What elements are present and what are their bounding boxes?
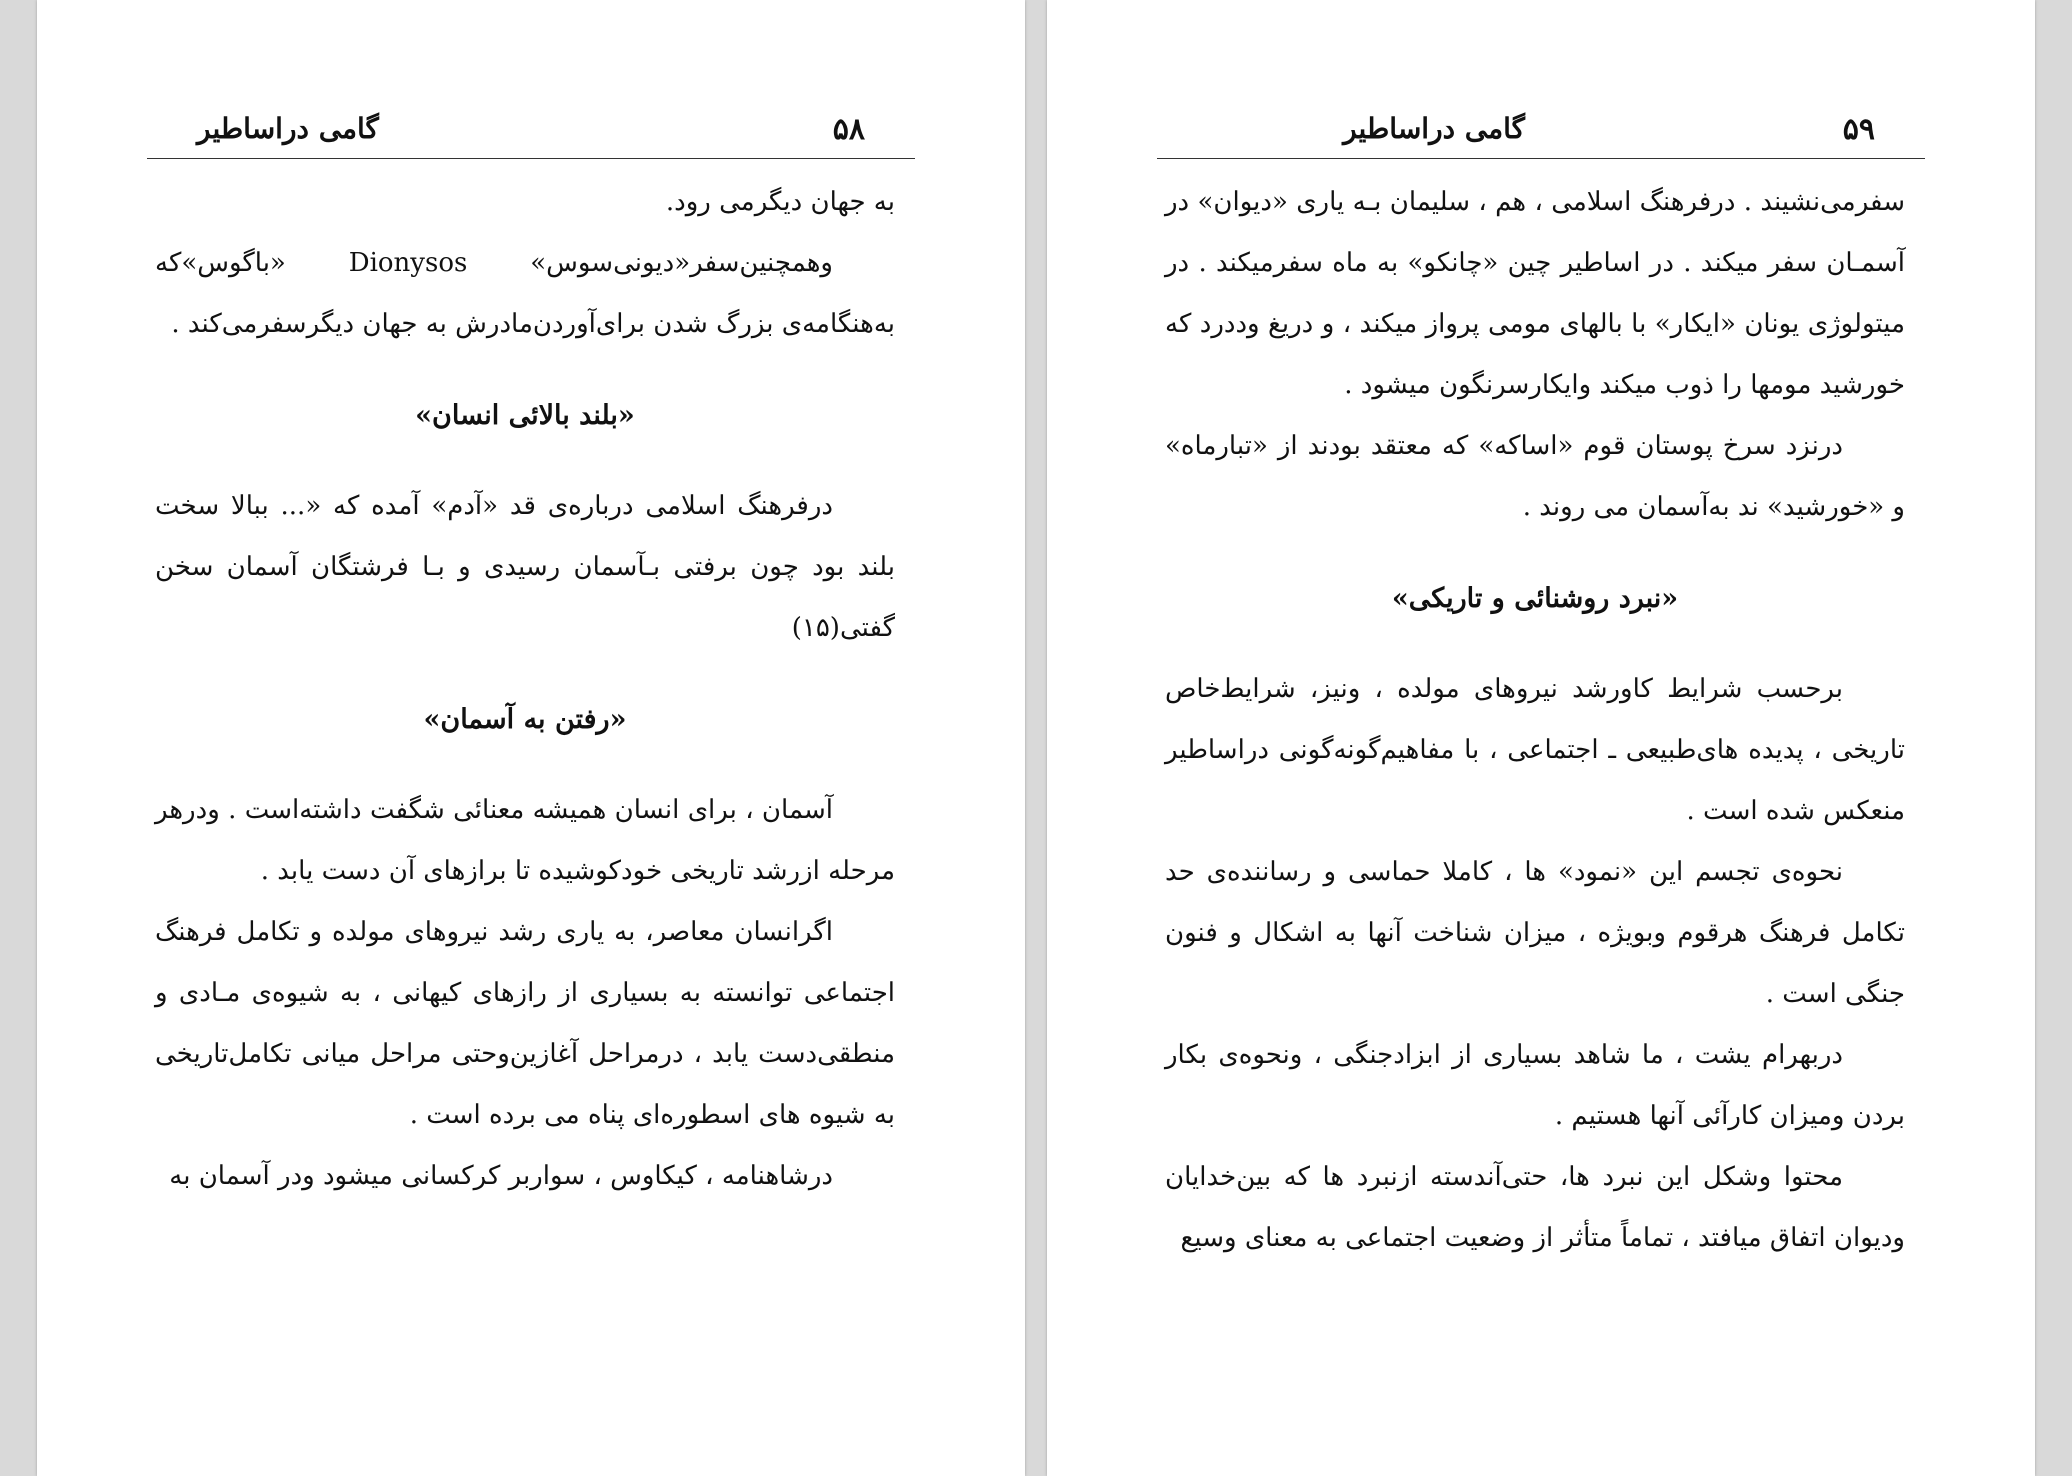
left-page-header (147, 98, 915, 159)
right-paragraph-6: محتوا وشکل این نبرد ها، حتی‌آندسته ازنبرد ها که بین‌خدایان ودیوان اتفاق میافتد ، تماماً متأثر از وضعیت اجتماعی به معنای وسیع (1165, 1162, 1905, 1253)
left-page (37, 0, 1025, 1476)
right-paragraph-5: دربهرام یشت ، ما شاهد بسیاری از ابزادجنگی ، ونحوه‌ی بکار بردن ومیزان کارآئی آنها هستیم . (1165, 1040, 1905, 1131)
left-section-heading-1: «بلند بالائی انسان» (415, 400, 635, 431)
right-page (1047, 0, 2035, 1476)
left-paragraph-5: اگرانسان معاصر، به یاری رشد نیروهای مولده و تکامل فرهنگ اجتماعی توانسته به بسیاری از رازهای کیهانی ، به شیوه‌ی مـادی و منطقی‌دست یابد ، درمراحل آغازین‌وحتی مراحل میانی تکامل‌تاریخی به شیوه های اسطوره‌ای پناه می برده است . (155, 917, 896, 1130)
right-section-heading-1: «نبرد روشنائی و تاریکی» (1391, 583, 1679, 614)
left-paragraph-2: وهمچنین‌سفر«دیونی‌سوس» Dionysos «باگوس»که به‌هنگامه‌ی بزرگ شدن برای‌آوردن‌مادرش به جهان دیگرسفرمی‌کند . (155, 248, 895, 339)
left-paragraph-4: آسمان ، برای انسان همیشه معنائی شگفت داشته‌است . ودرهر مرحله ازرشد تاریخی خودکوشیده تا برازهای آن دست یابد . (155, 795, 895, 886)
right-page-running-title: گامی دراساطیر (1343, 112, 1525, 145)
left-paragraph-6: درشاهنامه ، کیکاوس ، سواربر کرکسانی میشود ودر آسمان به (169, 1161, 833, 1191)
left-paragraph-3: درفرهنگ اسلامی درباره‌ی قد «آدم» آمده که «... ببالا سخت بلند بود چون برفتی بـآسمان رسیدی و بـا فرشتگان آسمان سخن گفتی(۱۵) (155, 491, 895, 643)
right-page-number: ۵۹ (1842, 112, 1875, 147)
right-page-header (1157, 98, 1925, 159)
left-section-heading-2: «رفتن به آسمان» (423, 704, 627, 735)
left-page-number: ۵۸ (832, 112, 865, 147)
right-page-body (1165, 172, 1905, 1269)
left-paragraph-1: به جهان دیگرمی رود. (665, 187, 895, 217)
left-page-body (155, 172, 895, 1207)
right-paragraph-2: درنزد سرخ پوستان قوم «اساکه» که معتقد بودند از «تبارماه» و «خورشید» ند به‌آسمان می روند . (1165, 431, 1905, 522)
left-page-running-title: گامی دراساطیر (197, 112, 379, 145)
right-paragraph-3: برحسب شرایط کاورشد نیروهای مولده ، ونیز، شرایط‌خاص تاریخی ، پدیده های‌طبیعی ـ اجتماعی ، با مفاهیم‌گونه‌گونی دراساطیر منعکس شده است . (1165, 674, 1905, 826)
right-paragraph-1: سفرمی‌نشیند . درفرهنگ اسلامی ، هم ، سلیمان بـه یاری «دیوان» در آسمـان سفر میکند . در اساطیر چین «چانکو» به ماه سفرمیکند . در میتولوژی یونان «ایکار» با بالهای مومی پرواز میکند ، و دریغ وددرد که خورشید مومها را ذوب میکند وایکارسرنگون میشود . (1165, 187, 1905, 400)
right-paragraph-4: نحوه‌ی تجسم این «نمود» ها ، کاملا حماسی و رساننده‌ی حد تکامل فرهنگ هرقوم وبویژه ، میزان شناخت آنها به اشکال و فنون جنگی است . (1165, 857, 1905, 1009)
